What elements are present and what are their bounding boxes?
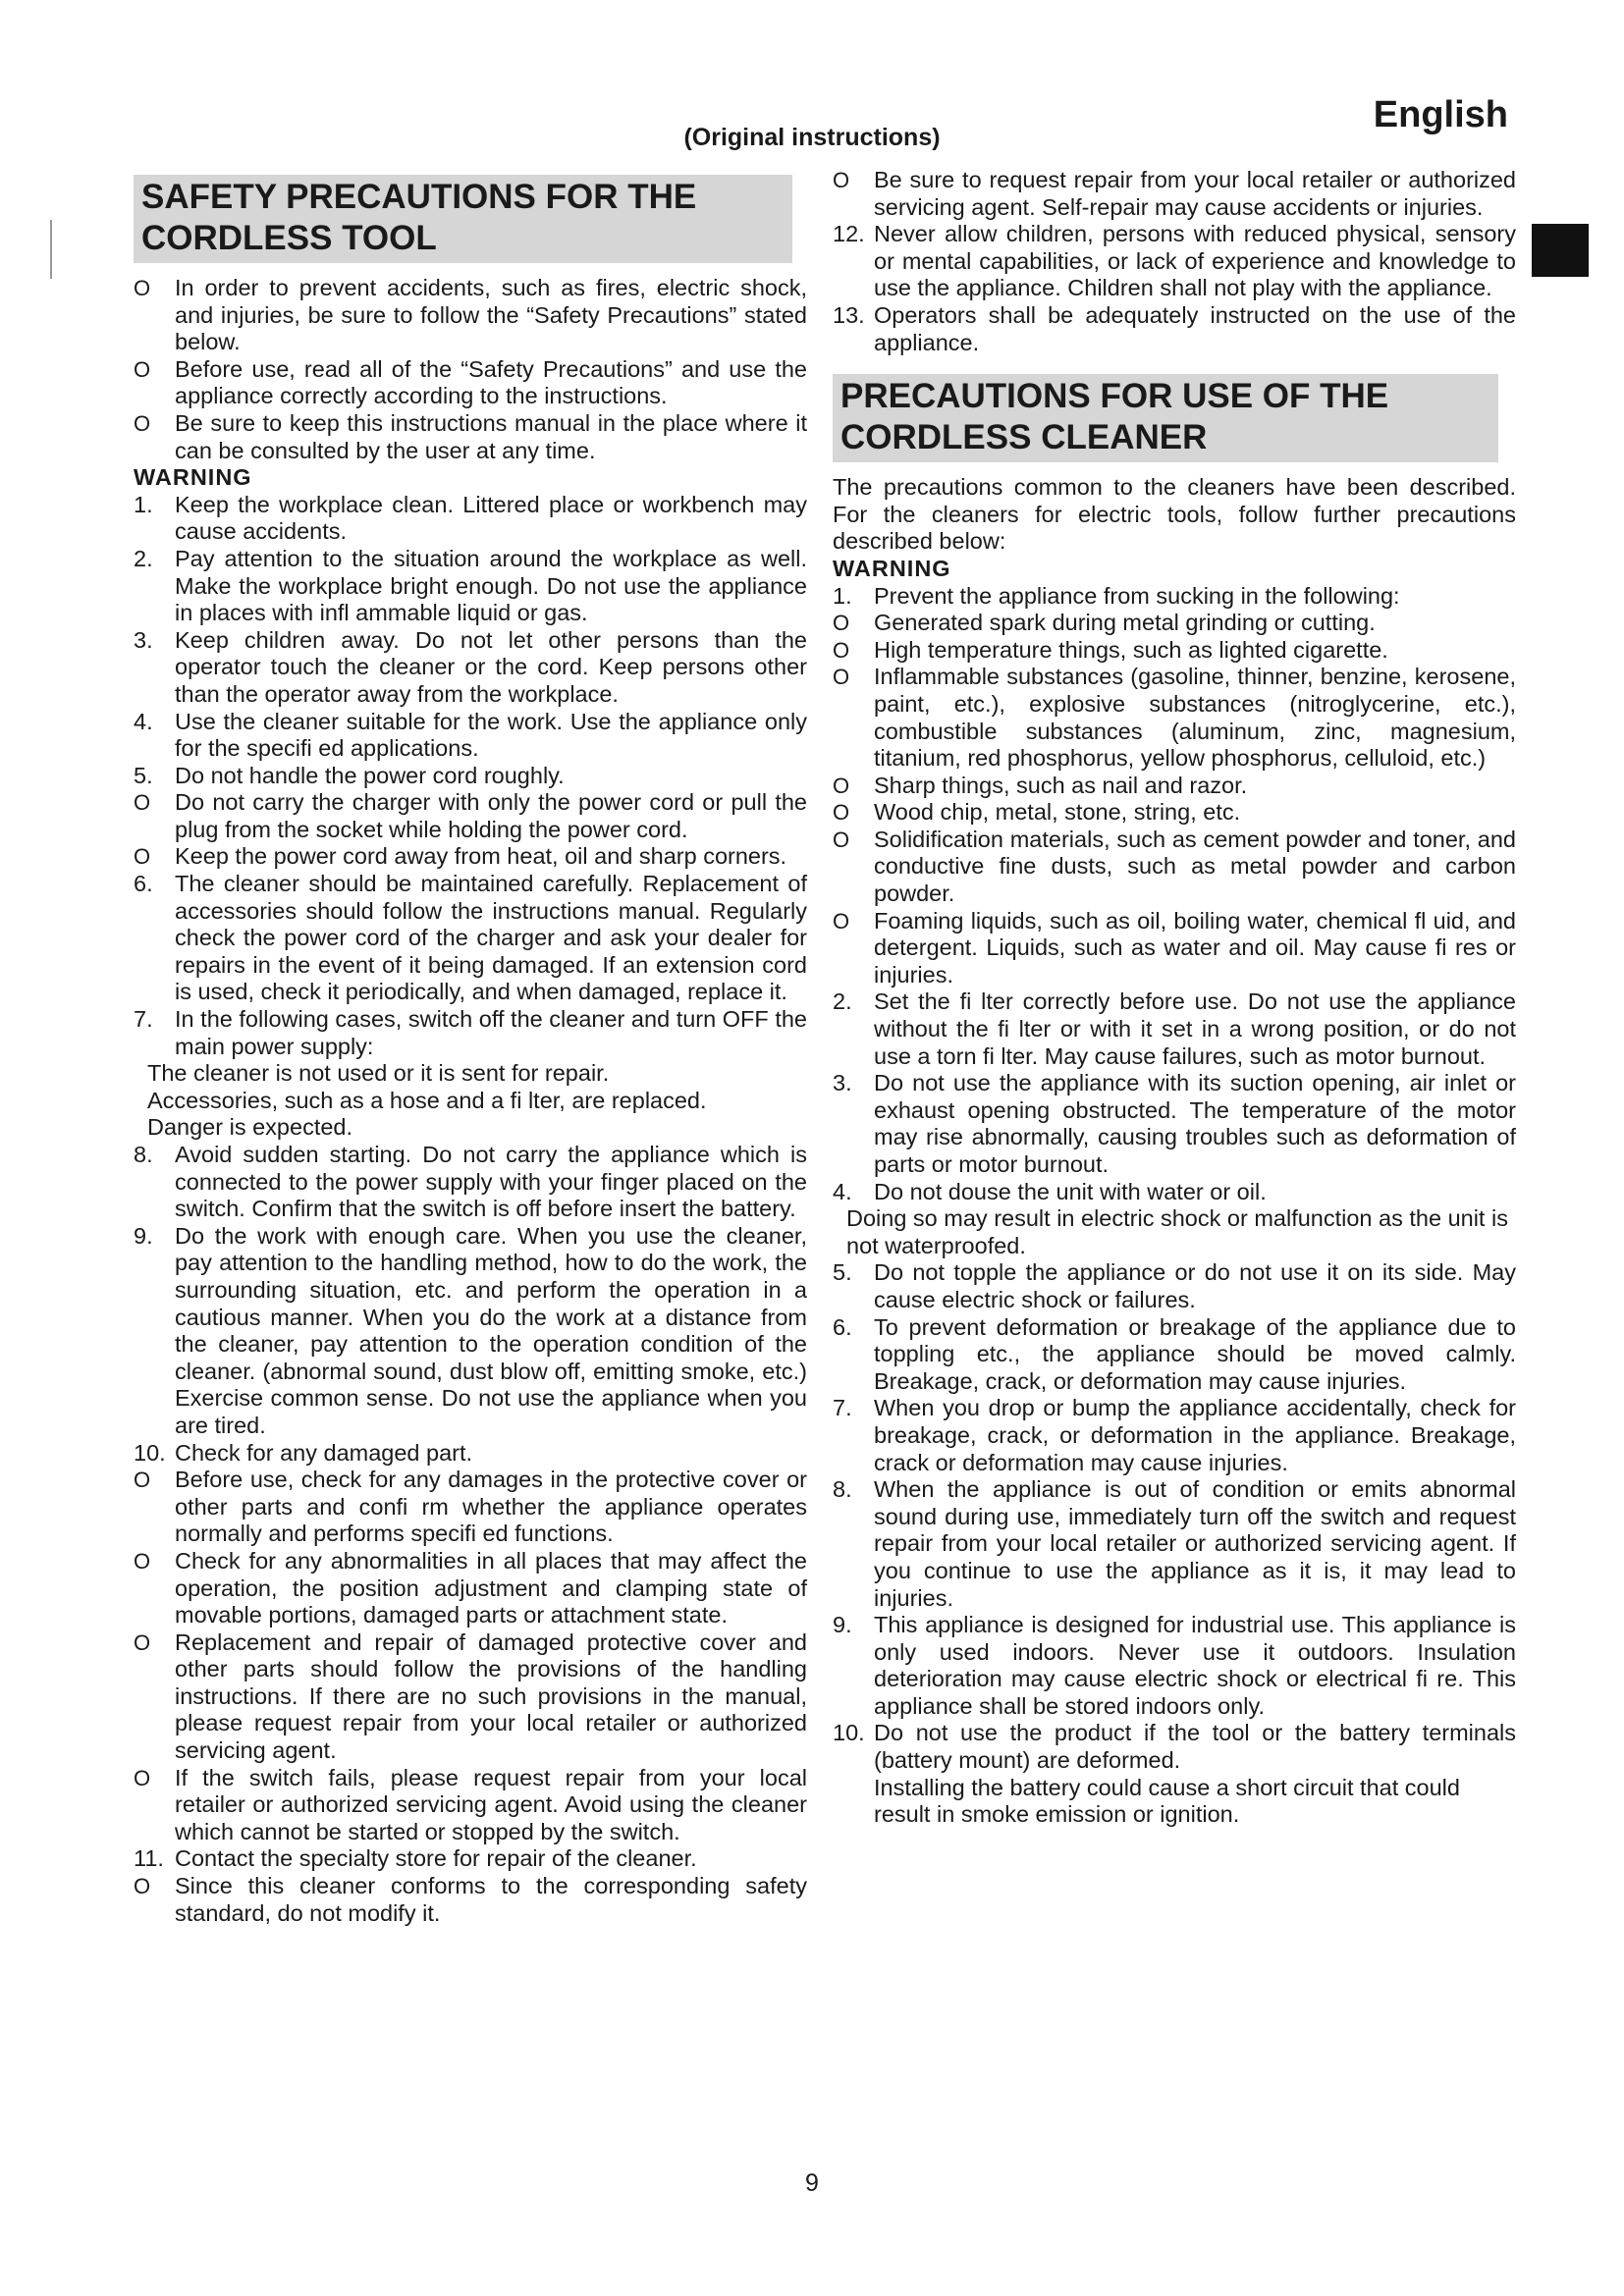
item-text: To prevent deformation or breakage of the appliance due to toppling etc., the appliance should be moved calmly. Breakage, crack, or deformation may cause injuries. — [874, 1313, 1516, 1394]
item-text: Set the fi lter correctly before use. Do not use the appliance without the fi lter or with it set in a wrong position, or do not use a torn fi lter. May cause failures, such as motor burnout. — [874, 988, 1516, 1069]
item-number: 7. — [833, 1395, 852, 1421]
item-number: 10. — [134, 1439, 166, 1466]
item-text: The cleaner should be maintained carefully. Replacement of accessories should follow the instructions manual. Regularly check the power cord of the charger and ask your dealer for repairs in the event of it being damaged. If an extension cord is used, check it periodically, and when damaged, replace it. — [175, 871, 807, 1005]
list-item — [833, 827, 1516, 908]
item-text: Before use, read all of the “Safety Precautions” and use the appliance correctly according to the instructions. — [175, 355, 807, 409]
item-text: Pay attention to the situation around the workplace as well. Make the workplace bright enough. Do not use the appliance in places with infl ammable liquid or gas. — [175, 545, 807, 626]
bullet-icon: O — [833, 168, 850, 192]
item-text: Inflammable substances (gasoline, thinner, benzine, kerosene, paint, etc.), explosive substances (nitroglycerine, etc.), combustible substances (aluminum, zinc, magnesium, titanium, red phosphorus, yellow phosphorus, celluloid, etc.) — [874, 664, 1516, 772]
list-item — [833, 988, 1516, 1070]
item-number: 12. — [833, 221, 865, 247]
list-item — [833, 908, 1516, 989]
bullet-icon: O — [833, 800, 850, 826]
bullet-icon: O — [134, 1874, 151, 1899]
list-item — [833, 1259, 1516, 1313]
bullet-icon: O — [134, 1548, 151, 1574]
list-item — [134, 275, 807, 356]
list-item — [833, 664, 1516, 772]
list-item — [134, 356, 807, 410]
item-number: 3. — [833, 1070, 852, 1096]
item-number: 1. — [134, 491, 153, 517]
item-text: Do not douse the unit with water or oil. — [874, 1178, 1267, 1204]
list-item — [833, 1612, 1516, 1720]
language-label: English — [1373, 94, 1508, 135]
list-item — [134, 546, 807, 627]
list-item — [134, 1548, 807, 1629]
item-number: 2. — [833, 988, 852, 1015]
item-text: Avoid sudden starting. Do not carry the appliance which is connected to the power supply with your finger placed on the switch. Confirm that the switch is off before insert the battery. — [175, 1142, 807, 1222]
item-text: Be sure to keep this instructions manual in the place where it can be consulted by the user at any time. — [175, 409, 807, 463]
list-item — [833, 1314, 1516, 1396]
list-item — [833, 302, 1516, 356]
item-text: Prevent the appliance from sucking in the following: — [874, 582, 1400, 609]
page-number: 9 — [805, 2169, 819, 2197]
list-item — [134, 492, 807, 546]
list-item — [134, 1845, 807, 1873]
item-number: 1. — [833, 582, 852, 609]
item-text: High temperature things, such as lighted cigarette. — [874, 636, 1388, 663]
list-item — [833, 167, 1516, 221]
bullet-icon: O — [134, 410, 151, 436]
item-number: 2. — [134, 545, 153, 571]
item-text: Never allow children, persons with reduced physical, sensory or mental capabilities, or lack of experience and knowledge to use the appliance. Children shall not play with the appliance. — [874, 221, 1516, 301]
item-number: 6. — [134, 871, 153, 897]
item-text: Foaming liquids, such as oil, boiling water, chemical fl uid, and detergent. Liquids, such as water and oil. May cause fi res or injuries. — [874, 907, 1516, 988]
case-line: Danger is expected. — [147, 1114, 353, 1141]
item-text: In the following cases, switch off the cleaner and turn OFF the main power supply: — [175, 1006, 807, 1059]
list-item — [833, 1395, 1516, 1476]
item-text: In order to prevent accidents, such as fires, electric shock, and injuries, be sure to follow the “Safety Precautions” stated below. — [175, 275, 807, 355]
list-item — [134, 1629, 807, 1765]
item-text: Operators shall be adequately instructed on the use of the appliance. — [874, 301, 1516, 355]
list-item — [833, 637, 1516, 665]
left-column — [134, 175, 807, 1927]
item-text: Do not carry the charger with only the power cord or pull the plug from the socket while holding the power cord. — [175, 789, 807, 842]
bullet-icon: O — [833, 773, 850, 798]
bullet-icon: O — [134, 790, 151, 816]
continuation-line: Doing so may result in electric shock or malfunction as the unit is not waterproofed. — [846, 1205, 1508, 1258]
list-item — [134, 709, 807, 763]
item-text: Do not use the appliance with its suction opening, air inlet or exhaust opening obstructed. The temperature of the motor may rise abnormally, causing troubles such as deformation of parts or motor burnout. — [874, 1070, 1516, 1177]
item-text: If the switch fails, please request repair from your local retailer or authorized servicing agent. Avoid using the cleaner which cannot be started or stopped by the switch. — [175, 1764, 807, 1844]
list-item — [134, 1440, 807, 1468]
item-number: 4. — [134, 708, 153, 734]
item-number: 10. — [833, 1720, 865, 1746]
item-number: 4. — [833, 1178, 852, 1204]
item-number: 6. — [833, 1313, 852, 1340]
bullet-icon: O — [134, 276, 151, 300]
item-text: Do not use the product if the tool or the battery terminals (battery mount) are deformed. — [874, 1720, 1516, 1774]
item-text: Do the work with enough care. When you use the cleaner, pay attention to the handling method, how to do the work, the surrounding situation, etc. and perform the operation in a cautious manner. When you do the work at a distance from the cleaner, pay attention to the operation condition of the cleaner. (abnormal sound, dust blow off, emitting smoke, etc.) Exercise common sense. Do not use the appliance when you are tired. — [175, 1222, 807, 1438]
continuation-line: Installing the battery could cause a short circuit that could result in smoke emission or ignition. — [874, 1774, 1460, 1828]
list-item — [833, 583, 1516, 611]
list-item — [833, 221, 1516, 302]
bullet-icon: O — [134, 1765, 151, 1790]
item-text: Since this cleaner conforms to the corresponding safety standard, do not modify it. — [175, 1873, 807, 1926]
list-item — [134, 1467, 807, 1548]
list-item — [134, 627, 807, 709]
item-number: 7. — [134, 1006, 153, 1033]
item-number: 9. — [134, 1222, 153, 1249]
case-line: The cleaner is not used or it is sent for repair. — [147, 1060, 610, 1087]
right-column — [833, 167, 1516, 1829]
item-text: Solidification materials, such as cement powder and toner, and conductive fine dusts, such as metal powder and carbon powder. — [874, 826, 1516, 907]
bullet-icon: O — [134, 356, 151, 382]
item-text: Do not handle the power cord roughly. — [175, 762, 565, 788]
list-item — [134, 1765, 807, 1846]
margin-line — [50, 220, 52, 279]
item-text: Contact the specialty store for repair of the cleaner. — [175, 1845, 697, 1872]
case-line: Accessories, such as a hose and a fi lter, are replaced. — [147, 1087, 707, 1113]
warning-label: WARNING — [833, 555, 951, 581]
list-item — [134, 1142, 807, 1223]
bullet-icon: O — [134, 1629, 151, 1655]
bullet-icon: O — [833, 908, 850, 934]
list-item — [833, 799, 1516, 827]
bullet-icon: O — [134, 844, 151, 870]
list-item — [833, 1070, 1516, 1178]
list-item — [134, 871, 807, 1006]
list-item — [833, 773, 1516, 800]
list-item — [833, 1720, 1516, 1774]
item-text: Keep the workplace clean. Littered place or workbench may cause accidents. — [175, 491, 807, 545]
item-text: Do not topple the appliance or do not use it on its side. May cause electric shock or failures. — [874, 1259, 1516, 1312]
item-text: Wood chip, metal, stone, string, etc. — [874, 799, 1241, 826]
original-instructions-label: (Original instructions) — [683, 124, 941, 151]
item-text: This appliance is designed for industrial use. This appliance is only used indoors. Never use it outdoors. Insulation deterioration may cause electric shock or electrical fi re. This appliance shall be stored indoors only. — [874, 1612, 1516, 1719]
list-item — [134, 843, 807, 871]
item-text: Use the cleaner suitable for the work. Use the appliance only for the specifi ed applications. — [175, 708, 807, 762]
bullet-icon: O — [134, 1468, 151, 1493]
item-number: 3. — [134, 626, 153, 653]
section-title-cleaner: PRECAUTIONS FOR USE OF THE CORDLESS CLEANER — [833, 374, 1498, 462]
item-number: 11. — [134, 1845, 164, 1872]
item-text: Sharp things, such as nail and razor. — [874, 772, 1248, 798]
list-item — [134, 1873, 807, 1927]
item-text: When you drop or bump the appliance accidentally, check for breakage, crack, or deformation in the appliance. Breakage, crack or deformation may cause injuries. — [874, 1395, 1516, 1475]
list-item — [833, 610, 1516, 637]
list-item — [134, 1006, 807, 1060]
bullet-icon: O — [833, 665, 850, 690]
item-text: When the appliance is out of condition or emits abnormal sound during use, immediately turn off the switch and request repair from your local retailer or authorized servicing agent. If you continue to use the appliance as it is, it may lead to injuries. — [874, 1476, 1516, 1611]
item-number: 5. — [833, 1259, 852, 1286]
list-item — [134, 1223, 807, 1440]
intro-paragraph: The precautions common to the cleaners have been described. For the cleaners for electric tools, follow further precautions described below: — [833, 474, 1516, 555]
item-number: 8. — [134, 1142, 153, 1167]
item-text: Be sure to request repair from your local retailer or authorized servicing agent. Self-repair may cause accidents or injuries. — [874, 167, 1516, 220]
item-number: 5. — [134, 762, 153, 788]
list-item — [833, 1179, 1516, 1206]
item-text: Keep children away. Do not let other persons than the operator touch the cleaner or the cord. Keep persons other than the operator away from the workplace. — [175, 626, 807, 707]
section-title-safety: SAFETY PRECAUTIONS FOR THE CORDLESS TOOL — [134, 175, 792, 263]
warning-label: WARNING — [134, 464, 252, 491]
list-item — [134, 410, 807, 464]
item-number: 13. — [833, 301, 865, 328]
item-text: Replacement and repair of damaged protective cover and other parts should follow the provisions of the handling instructions. If there are no such provisions in the manual, please request repair from your local retailer or authorized servicing agent. — [175, 1629, 807, 1764]
bullet-icon: O — [833, 827, 850, 852]
list-item — [134, 763, 807, 790]
item-text: Check for any damaged part. — [175, 1439, 473, 1466]
item-number: 8. — [833, 1476, 852, 1503]
item-text: Check for any abnormalities in all places that may affect the operation, the position adjustment and clamping state of movable portions, damaged parts or attachment state. — [175, 1547, 807, 1629]
item-text: Before use, check for any damages in the protective cover or other parts and confi rm whether the appliance operates normally and performs specifi ed functions. — [175, 1467, 807, 1547]
bullet-icon: O — [833, 637, 850, 663]
list-item — [134, 789, 807, 843]
list-item — [833, 1476, 1516, 1612]
language-tab-marker — [1532, 224, 1589, 277]
item-text: Generated spark during metal grinding or cutting. — [874, 610, 1376, 636]
item-number: 9. — [833, 1612, 852, 1638]
bullet-icon: O — [833, 611, 850, 636]
item-text: Keep the power cord away from heat, oil and sharp corners. — [175, 843, 787, 870]
